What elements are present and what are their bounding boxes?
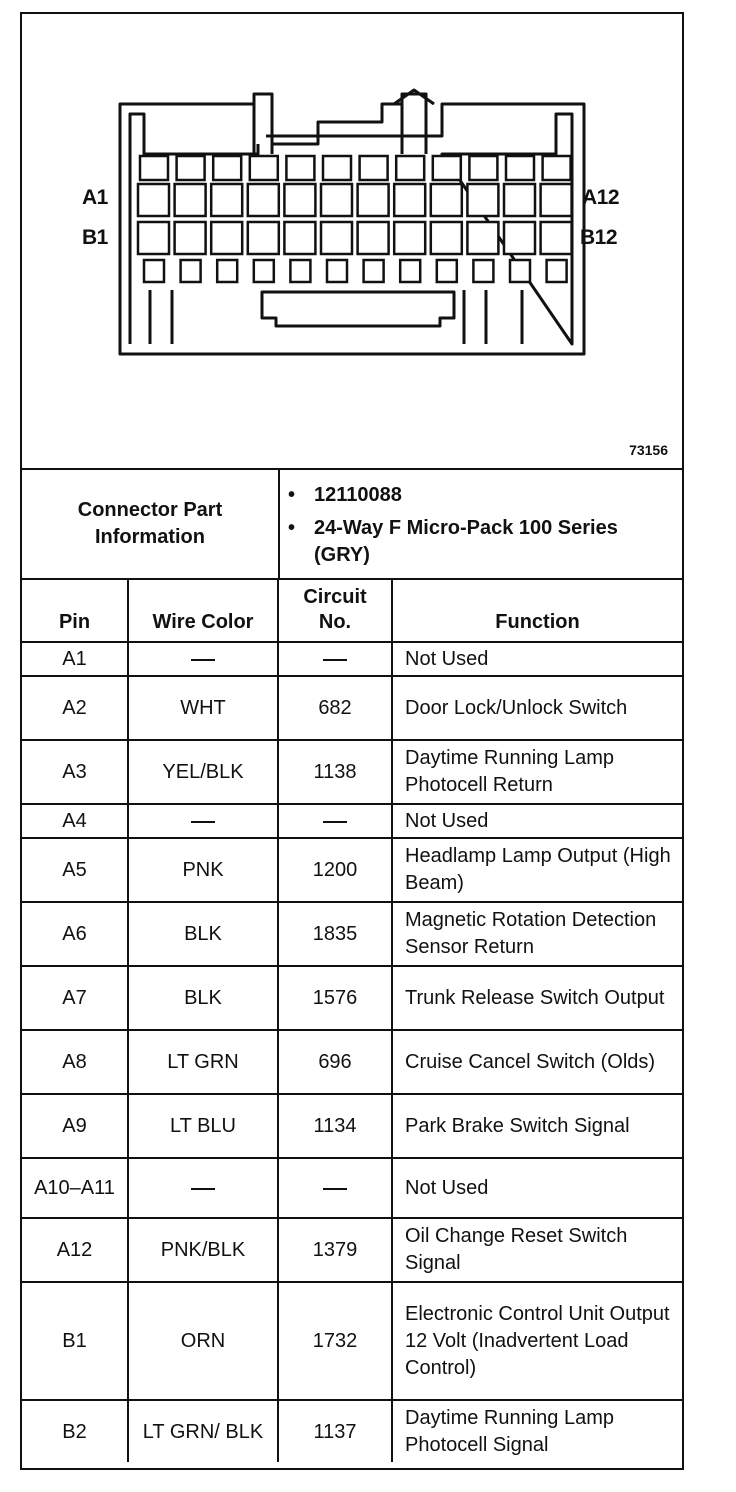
cell-pin: B1 bbox=[22, 1282, 128, 1400]
bottom-latch-window bbox=[437, 260, 457, 282]
bottom-latch-window bbox=[181, 260, 201, 282]
cell-function: Not Used bbox=[392, 804, 682, 838]
connector-sheet bbox=[20, 12, 684, 1470]
cell-pin: A10–A11 bbox=[22, 1158, 128, 1218]
cavity-b bbox=[394, 222, 425, 254]
cell-wire-color: BLK bbox=[128, 902, 278, 966]
table-row bbox=[22, 676, 682, 740]
cavity-a bbox=[394, 184, 425, 216]
cell-circuit: 1200 bbox=[278, 838, 392, 902]
table-row bbox=[22, 838, 682, 902]
table-row bbox=[22, 1094, 682, 1158]
cell-function: Cruise Cancel Switch (Olds) bbox=[392, 1030, 682, 1094]
cell-pin: A3 bbox=[22, 740, 128, 804]
connector-figure bbox=[22, 14, 682, 470]
cavity-b bbox=[431, 222, 462, 254]
cell-pin: A12 bbox=[22, 1218, 128, 1282]
cavity-a bbox=[504, 184, 535, 216]
cell-circuit-empty bbox=[278, 642, 392, 676]
dash-mark bbox=[191, 1188, 215, 1190]
cell-function: Not Used bbox=[392, 1158, 682, 1218]
info-bullet: • 24-Way F Micro-Pack 100 Series (GRY) bbox=[288, 515, 678, 569]
cavity-b bbox=[284, 222, 315, 254]
cell-pin: A7 bbox=[22, 966, 128, 1030]
cell-wire-color: LT GRN bbox=[128, 1030, 278, 1094]
dash-mark bbox=[323, 659, 347, 661]
header-function: Function bbox=[392, 580, 682, 642]
dash-mark bbox=[323, 821, 347, 823]
cell-wire-color: WHT bbox=[128, 676, 278, 740]
info-bullet: • 12110088 bbox=[288, 482, 678, 509]
connector-part-info bbox=[22, 470, 682, 580]
cell-pin: A2 bbox=[22, 676, 128, 740]
cell-pin: B2 bbox=[22, 1400, 128, 1462]
bottom-latch-window bbox=[364, 260, 384, 282]
cell-circuit-empty bbox=[278, 1158, 392, 1218]
cavity-b bbox=[138, 222, 169, 254]
table-row bbox=[22, 1030, 682, 1094]
cavity-b bbox=[467, 222, 498, 254]
cell-circuit: 1732 bbox=[278, 1282, 392, 1400]
cell-wire-color-empty bbox=[128, 1158, 278, 1218]
top-latch-window bbox=[323, 156, 351, 180]
cell-pin: A6 bbox=[22, 902, 128, 966]
bottom-latch-window bbox=[254, 260, 274, 282]
cell-wire-color: LT GRN/ BLK bbox=[128, 1400, 278, 1462]
connector-info-heading: Connector Part Information bbox=[22, 470, 280, 578]
cell-pin: A5 bbox=[22, 838, 128, 902]
cavity-a bbox=[467, 184, 498, 216]
cell-circuit: 1138 bbox=[278, 740, 392, 804]
top-latch-window bbox=[177, 156, 205, 180]
label-a12: A12 bbox=[582, 186, 620, 209]
top-latch-window bbox=[396, 156, 424, 180]
cell-function: Park Brake Switch Signal bbox=[392, 1094, 682, 1158]
cell-wire-color: PNK bbox=[128, 838, 278, 902]
cell-circuit: 1379 bbox=[278, 1218, 392, 1282]
cavity-a bbox=[248, 184, 279, 216]
cavity-b bbox=[541, 222, 572, 254]
cavity-a bbox=[138, 184, 169, 216]
bottom-latch-window bbox=[290, 260, 310, 282]
cell-function: Headlamp Lamp Output (High Beam) bbox=[392, 838, 682, 902]
table-row bbox=[22, 1282, 682, 1400]
cell-function: Electronic Control Unit Output 12 Volt (Inadvertent Load Control) bbox=[392, 1282, 682, 1400]
figure-number: 73156 bbox=[629, 442, 668, 458]
label-b1: B1 bbox=[82, 226, 108, 249]
cell-pin: A8 bbox=[22, 1030, 128, 1094]
top-latch-window bbox=[213, 156, 241, 180]
bottom-latch-window bbox=[217, 260, 237, 282]
cavity-b bbox=[358, 222, 389, 254]
table-row bbox=[22, 966, 682, 1030]
cavity-b bbox=[504, 222, 535, 254]
label-b12: B12 bbox=[580, 226, 618, 249]
cell-wire-color: PNK/BLK bbox=[128, 1218, 278, 1282]
cell-circuit: 696 bbox=[278, 1030, 392, 1094]
header-pin: Pin bbox=[22, 580, 128, 642]
header-circuit: Circuit No. bbox=[278, 580, 392, 642]
cavity-a bbox=[284, 184, 315, 216]
cell-function: Daytime Running Lamp Photocell Return bbox=[392, 740, 682, 804]
table-row bbox=[22, 642, 682, 676]
dash-mark bbox=[191, 821, 215, 823]
cavity-a bbox=[175, 184, 206, 216]
bottom-latch-window bbox=[473, 260, 493, 282]
cavity-b bbox=[175, 222, 206, 254]
top-latch-window bbox=[543, 156, 571, 180]
bottom-latch-window bbox=[400, 260, 420, 282]
cell-wire-color: BLK bbox=[128, 966, 278, 1030]
cell-wire-color: ORN bbox=[128, 1282, 278, 1400]
table-row bbox=[22, 902, 682, 966]
bottom-latch-window bbox=[144, 260, 164, 282]
top-latch-window bbox=[469, 156, 497, 180]
cell-wire-color-empty bbox=[128, 642, 278, 676]
bottom-latch-window bbox=[547, 260, 567, 282]
dash-mark bbox=[191, 659, 215, 661]
table-row bbox=[22, 1158, 682, 1218]
connector-description: 24-Way F Micro-Pack 100 Series (GRY) bbox=[314, 517, 618, 566]
cell-function: Door Lock/Unlock Switch bbox=[392, 676, 682, 740]
bottom-latch-window bbox=[327, 260, 347, 282]
top-latch-window bbox=[140, 156, 168, 180]
bottom-latch-window bbox=[510, 260, 530, 282]
cavity-a bbox=[431, 184, 462, 216]
cell-function: Not Used bbox=[392, 642, 682, 676]
dash-mark bbox=[323, 1188, 347, 1190]
top-latch-window bbox=[250, 156, 278, 180]
cell-wire-color-empty bbox=[128, 804, 278, 838]
cell-wire-color: LT BLU bbox=[128, 1094, 278, 1158]
cell-circuit: 1134 bbox=[278, 1094, 392, 1158]
cell-circuit: 1835 bbox=[278, 902, 392, 966]
table-row bbox=[22, 740, 682, 804]
cavity-b bbox=[248, 222, 279, 254]
top-latch-window bbox=[286, 156, 314, 180]
pinout-table bbox=[22, 580, 682, 1462]
cavity-a bbox=[321, 184, 352, 216]
top-latch-window bbox=[433, 156, 461, 180]
part-number: 12110088 bbox=[314, 484, 402, 506]
table-row bbox=[22, 1218, 682, 1282]
connector-info-list bbox=[288, 482, 678, 575]
table-row bbox=[22, 804, 682, 838]
cell-function: Oil Change Reset Switch Signal bbox=[392, 1218, 682, 1282]
cell-circuit: 682 bbox=[278, 676, 392, 740]
cavity-a bbox=[541, 184, 572, 216]
header-wire-color: Wire Color bbox=[128, 580, 278, 642]
cell-pin: A9 bbox=[22, 1094, 128, 1158]
cell-function: Daytime Running Lamp Photocell Signal bbox=[392, 1400, 682, 1462]
cell-pin: A1 bbox=[22, 642, 128, 676]
cell-circuit: 1137 bbox=[278, 1400, 392, 1462]
cavity-a bbox=[358, 184, 389, 216]
cell-function: Trunk Release Switch Output bbox=[392, 966, 682, 1030]
label-a1: A1 bbox=[82, 186, 108, 209]
cavity-b bbox=[211, 222, 242, 254]
cell-circuit-empty bbox=[278, 804, 392, 838]
cavity-b bbox=[321, 222, 352, 254]
cell-function: Magnetic Rotation Detection Sensor Return bbox=[392, 902, 682, 966]
cell-circuit: 1576 bbox=[278, 966, 392, 1030]
top-latch-window bbox=[360, 156, 388, 180]
cavity-a bbox=[211, 184, 242, 216]
table-row bbox=[22, 1400, 682, 1462]
cell-pin: A4 bbox=[22, 804, 128, 838]
cell-wire-color: YEL/BLK bbox=[128, 740, 278, 804]
top-latch-window bbox=[506, 156, 534, 180]
